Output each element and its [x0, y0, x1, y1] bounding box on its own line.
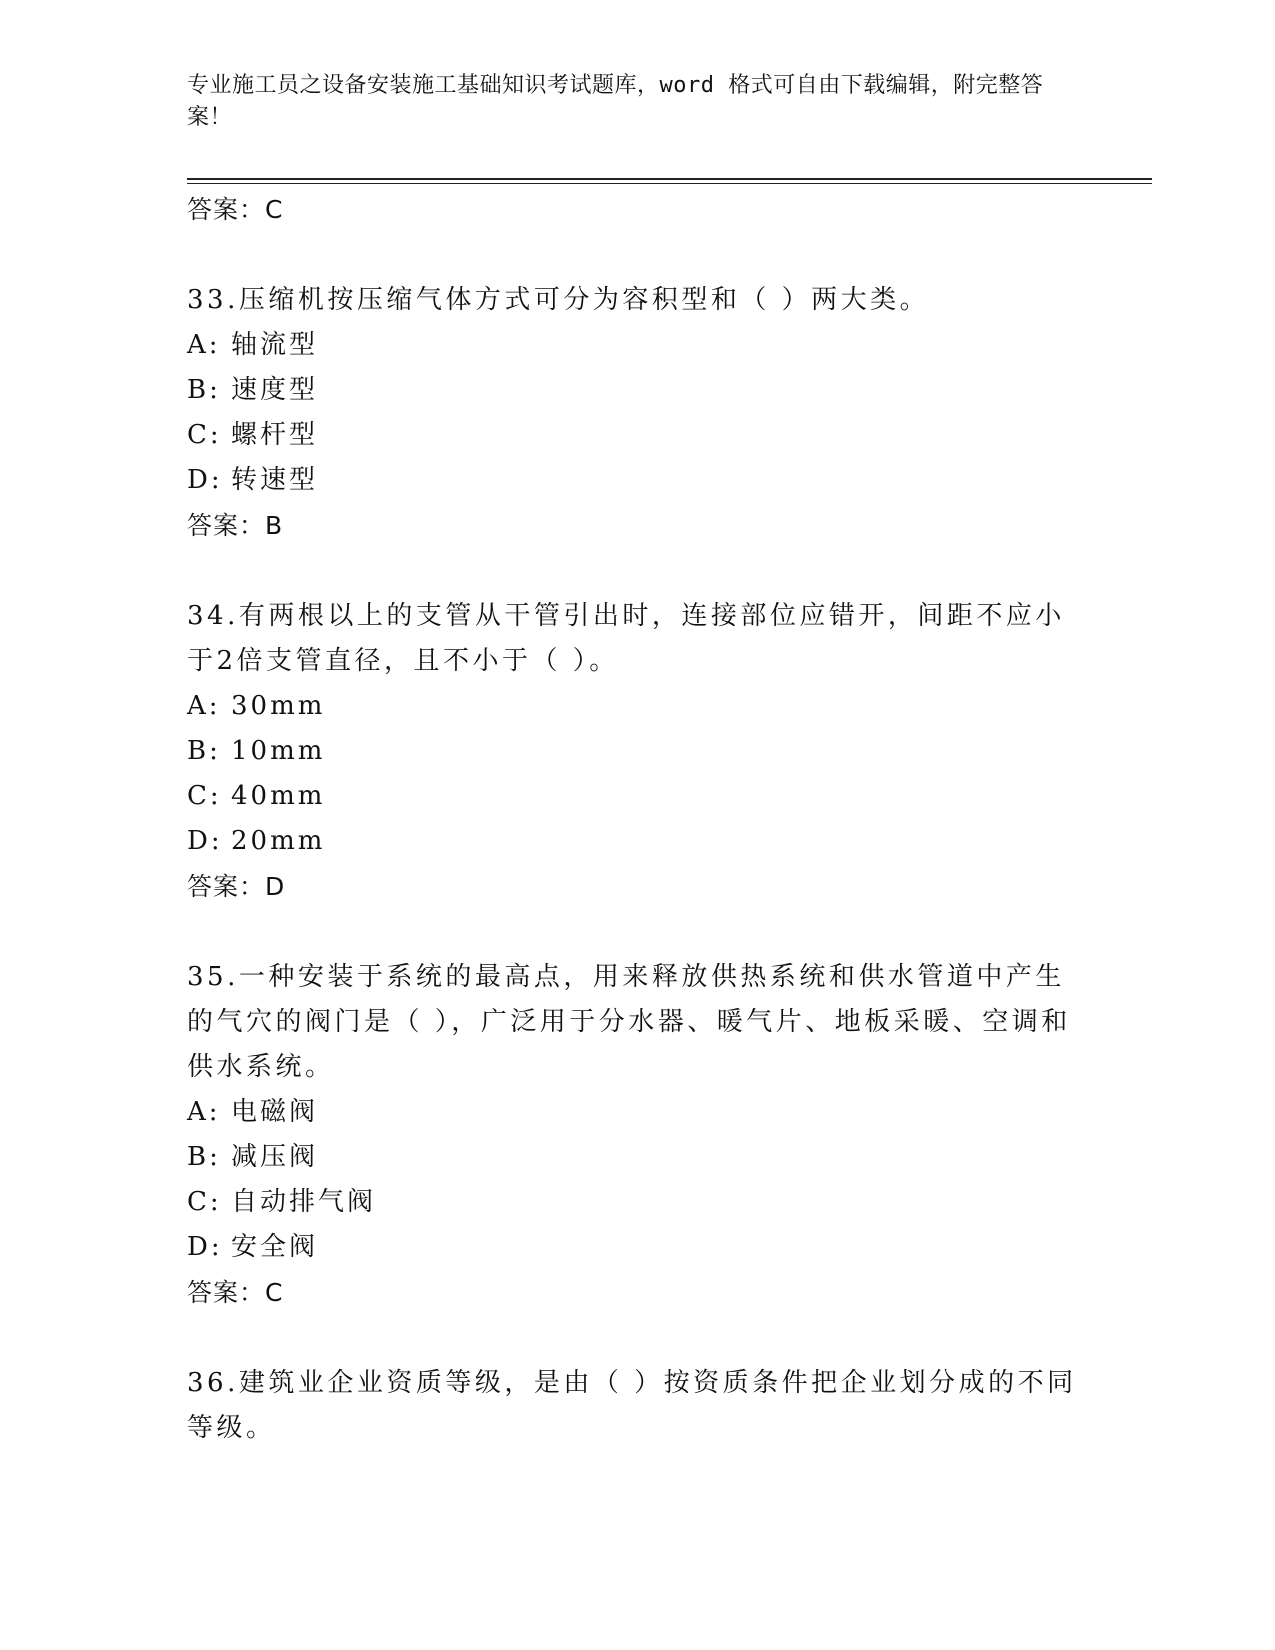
option-letter: B: — [187, 736, 221, 766]
question-text: 34.有两根以上的支管从干管引出时，连接部位应错开，间距不应小于2倍支管直径，且不小于（ ）。 — [187, 601, 1065, 676]
option-text: 30mm — [231, 691, 326, 721]
option-letter: A: — [187, 1097, 221, 1127]
option-text: 轴流型 — [231, 330, 319, 360]
option-a — [187, 1090, 1087, 1135]
header-divider-thick — [187, 178, 1152, 180]
option-a — [187, 684, 1087, 729]
option-text: 电磁阀 — [231, 1097, 319, 1127]
option-letter: D: — [187, 465, 223, 495]
answer-line: 答案：C — [187, 195, 284, 224]
option-letter: B: — [187, 375, 221, 405]
question-list — [187, 187, 1087, 1451]
option-text: 自动排气阀 — [231, 1187, 377, 1217]
option-c — [187, 1180, 1087, 1225]
option-text: 速度型 — [231, 375, 319, 405]
option-d — [187, 458, 1087, 503]
option-letter: C: — [187, 1187, 222, 1217]
option-text: 20mm — [231, 826, 326, 856]
option-text: 安全阀 — [231, 1232, 319, 1262]
option-letter: A: — [187, 330, 221, 360]
option-letter: B: — [187, 1142, 221, 1172]
option-b — [187, 368, 1087, 413]
question-34 — [187, 594, 1087, 910]
option-c — [187, 774, 1087, 819]
option-text: 10mm — [231, 736, 326, 766]
option-letter: D: — [187, 1232, 223, 1262]
option-text: 转速型 — [231, 465, 319, 495]
option-letter: D: — [187, 826, 223, 856]
option-text: 减压阀 — [231, 1142, 319, 1172]
option-a — [187, 323, 1087, 368]
question-36 — [187, 1361, 1087, 1451]
option-d — [187, 819, 1087, 864]
question-text: 33.压缩机按压缩气体方式可分为容积型和（ ）两大类。 — [187, 285, 930, 315]
answer-line: 答案：D — [187, 872, 286, 901]
question-33 — [187, 278, 1087, 549]
option-text: 螺杆型 — [231, 420, 319, 450]
option-text: 40mm — [231, 781, 326, 811]
question-text: 36.建筑业企业资质等级，是由（ ）按资质条件把企业划分成的不同等级。 — [187, 1368, 1077, 1443]
question-35 — [187, 955, 1087, 1316]
option-b — [187, 729, 1087, 774]
answer-line: 答案：B — [187, 511, 284, 540]
document-header: 专业施工员之设备安装施工基础知识考试题库，word 格式可自由下载编辑，附完整答案！ — [187, 73, 1044, 130]
option-letter: A: — [187, 691, 221, 721]
header-divider-thin — [187, 183, 1152, 184]
option-letter: C: — [187, 781, 222, 811]
option-d — [187, 1225, 1087, 1270]
option-b — [187, 1135, 1087, 1180]
option-c — [187, 413, 1087, 458]
answer-line: 答案：C — [187, 1278, 284, 1307]
question-text: 35.一种安装于系统的最高点，用来释放供热系统和供水管道中产生的气穴的阀门是（ ），广泛用于分水器、暖气片、地板采暖、空调和供水系统。 — [187, 962, 1071, 1082]
option-letter: C: — [187, 420, 222, 450]
